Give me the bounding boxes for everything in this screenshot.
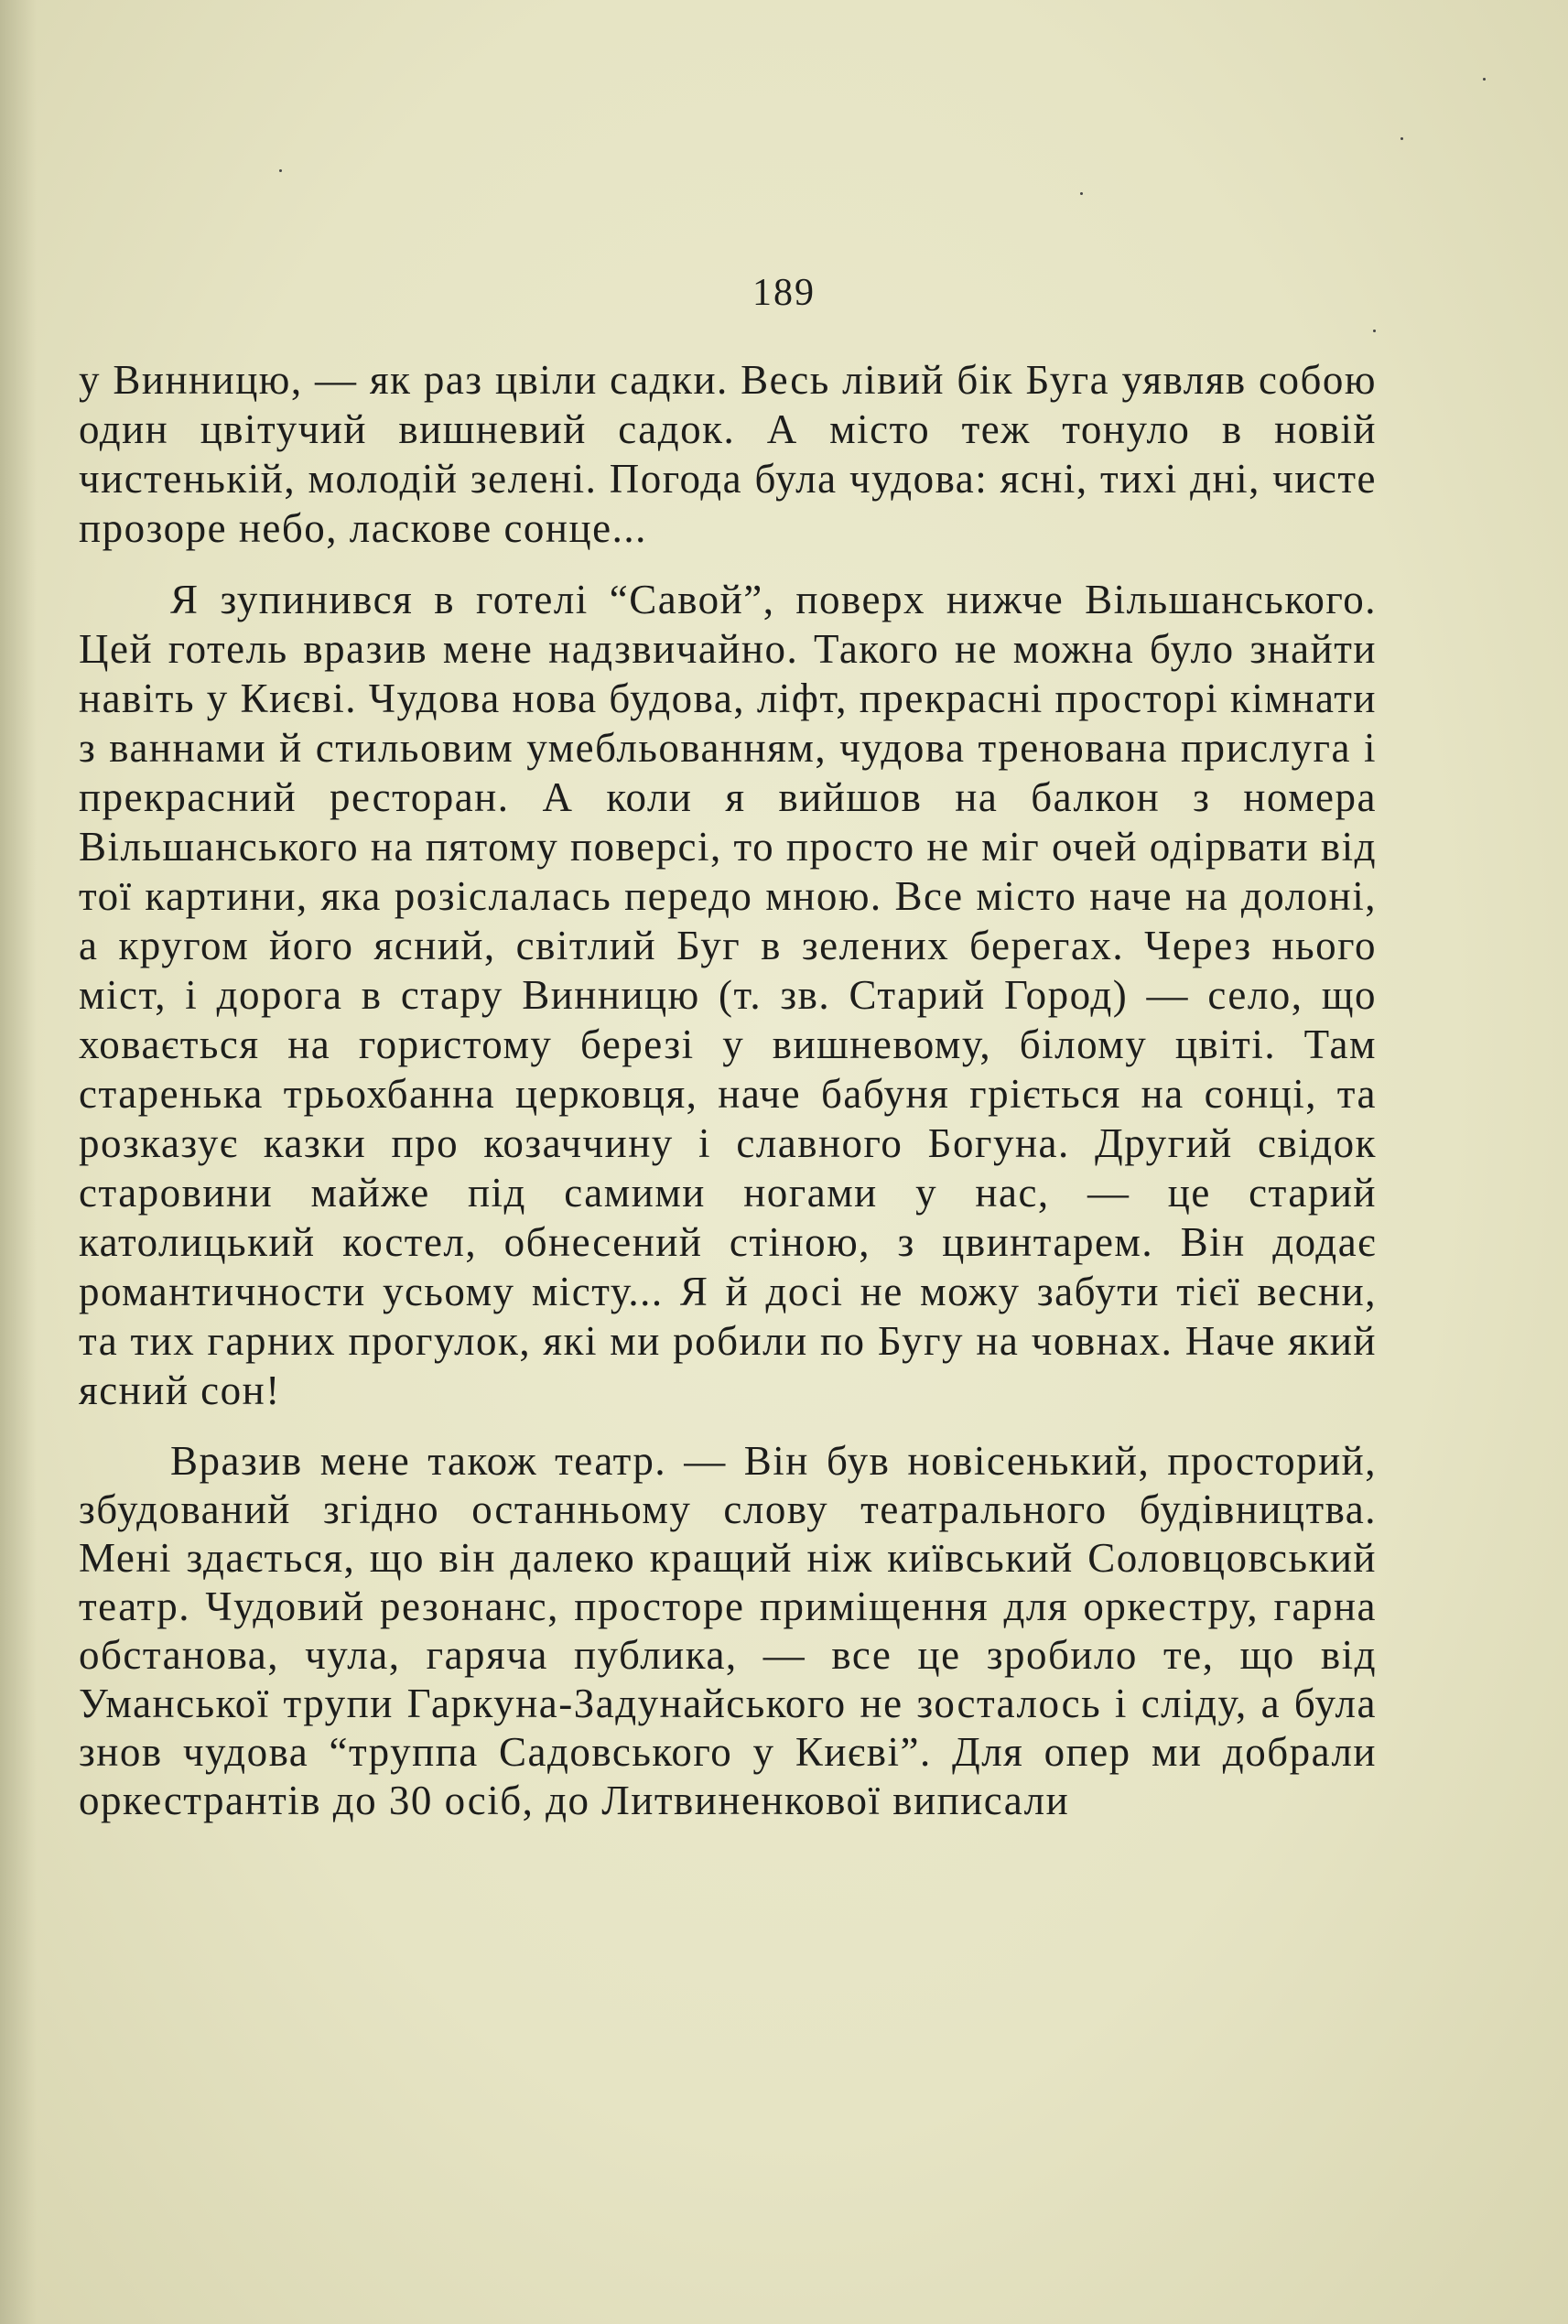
paragraph-2: Я зупинився в готелі “Савой”, поверх нижче Вільшанського. Цей готель вразив мене надзвичайно. Такого не можна було знайти навіть у Києві. Чудова нова будова, ліфт, прекрасні просторі кімнати з ваннами й стильовим умебльованням, чудова тренована прислуга і прекрасний ресторан. А коли я вийшов на балкон з номера Вільшанського на пятому поверсі, то просто не міг очей одірвати від тої картини, яка розіслалась передо мною. Все місто наче на долоні, а кругом його ясний, світлий Буг в зелених берегах. Через нього міст, і дорога в стару Винницю (т. зв. Старий Город) — село, що ховається на гористому березі у вишневому, білому цвіті. Там старенька трьохбанна церковця, наче бабуня гріється на сонці, та розказує казки про козаччину і славного Богуна. Другий свідок старовини майже під самими ногами у нас, — це старий католицький костел, обнесений стіною, з цвинтарем. Він додає романтичности усьому місту... Я й досі не можу забути тієї весни, та тих гарних прогулок, які ми робили по Бугу на човнах. Наче який ясний сон!	[79, 577, 1377, 1413]
paragraph-1: у Винницю, — як раз цвіли садки. Весь лівий бік Буга уявляв собою один цвітучий вишневий садок. А місто теж тонуло в новій чистенькій, молодій зелені. Погода була чудова: ясні, тихі дні, чисте прозоре небо, ласкове сонце...	[79, 357, 1377, 551]
paper-speck	[279, 169, 282, 172]
paper-speck	[1080, 192, 1083, 195]
paper-speck	[1373, 330, 1376, 332]
paragraph-3: Вразив мене також театр. — Він був новісенький, просторий, збудований згідно останньому слову театрального будівництва. Мені здається, що він далеко кращий ніж київський Соловцовський театр. Чудовий резонанс, просторе приміщення для оркестру, гарна обстанова, чула, гаряча публика, — все це зробило те, що від Уманської трупи Гаркуна-Задунайського не зосталось і сліду, а була знов чудова “труппа Садовського у Києві”. Для опер ми добрали оркестрантів до 30 осіб, до Литвиненкової виписали	[79, 1438, 1377, 1823]
paper-speck	[1483, 78, 1486, 81]
page-gutter-shadow	[0, 0, 37, 2324]
paper-speck	[1400, 137, 1403, 140]
page-number: 189	[752, 272, 816, 314]
text-body	[79, 355, 1377, 1825]
